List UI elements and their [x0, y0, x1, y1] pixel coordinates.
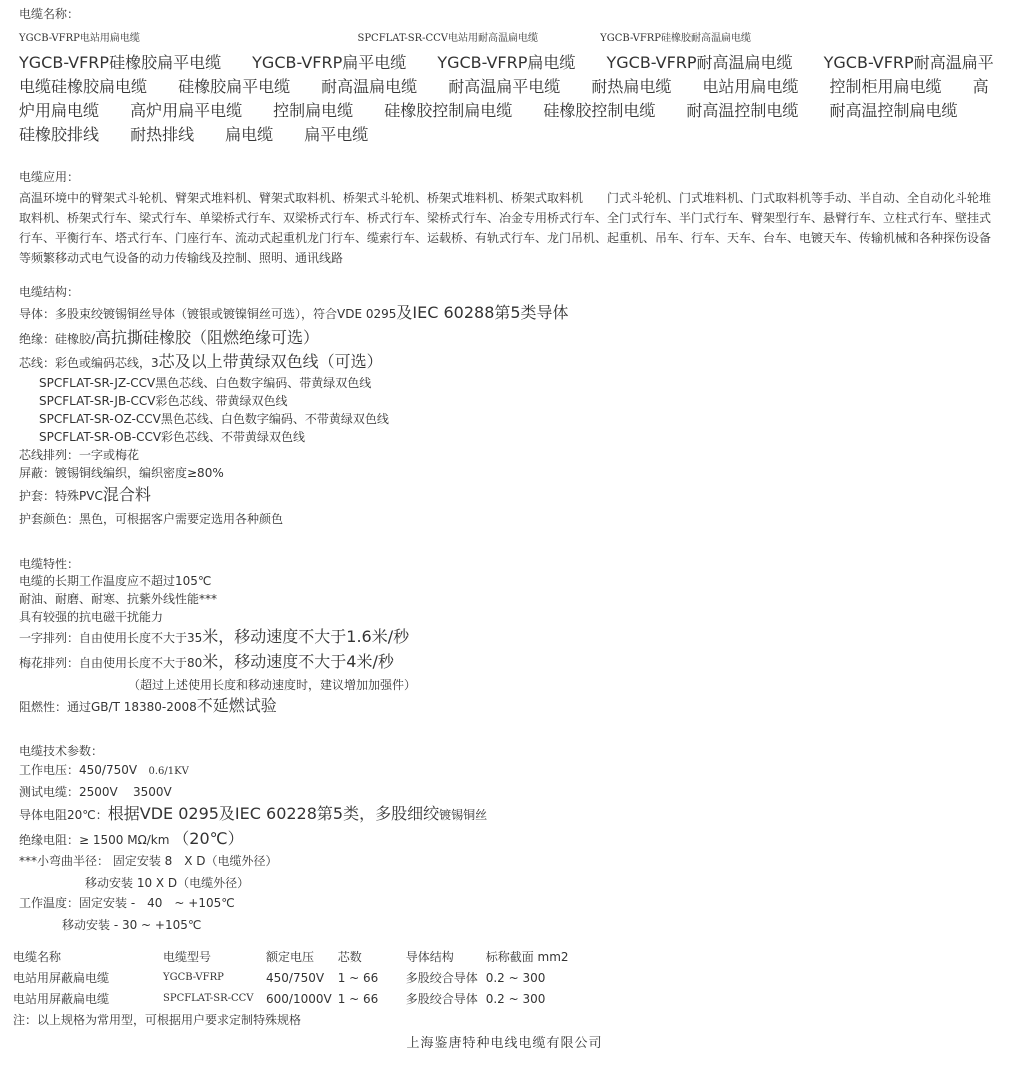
arrangement-line: 芯线排列：一字或梅花 — [19, 448, 140, 462]
table-cell: 450/750V — [266, 970, 325, 985]
test-voltage-line — [19, 783, 172, 801]
flat-arrangement-line — [19, 628, 409, 647]
sheath-line — [19, 486, 151, 505]
cable-name-item: SPCFLAT-SR-CCV电站用耐高温扁电缆 — [357, 33, 538, 44]
table-cell: 多股绞合导体 — [405, 992, 478, 1006]
company-footer: 上海鉴唐特种电线电缆有限公司 — [406, 1036, 603, 1051]
conductor-resistance-label: 导体电阻20℃： — [19, 808, 108, 822]
core-line — [19, 353, 383, 372]
working-voltage-line — [19, 761, 189, 781]
insulation-resistance-a: 绝缘电阻：≥ 1500 MΩ/km — [19, 833, 170, 847]
conductor-resistance-text: 根据VDE 0295及IEC 60228第5类，多股细绞 — [107, 804, 440, 823]
variant-line: SPCFLAT-SR-JB-CCV彩色芯线、带黄绿双色线 — [39, 394, 288, 408]
table-header-cell: 额定电压 — [266, 950, 315, 964]
cable-names-list — [19, 24, 994, 147]
table-cell: 1 ~ 66 — [337, 991, 379, 1006]
insulation-label: 绝缘：硅橡胶/ — [19, 332, 96, 346]
flat-arrangement-text: 米，移动速度不大于1.6米/秒 — [202, 627, 410, 646]
tech-heading: 电缆技术参数： — [19, 744, 104, 758]
working-voltage-b: 0.6/1KV — [148, 766, 189, 777]
resistance-line: 耐油、耐磨、耐寒、抗紫外线性能*** — [19, 592, 218, 606]
insulation-resistance-line — [19, 830, 244, 849]
temperature-line: 电缆的长期工作温度应不超过105℃ — [19, 574, 212, 588]
cable-names-heading: 电缆名称： — [19, 7, 80, 21]
table-cell: 电站用屏蔽扁电缆 — [13, 971, 110, 985]
flame-label: 阻燃性：通过GB/T 18380-2008 — [19, 700, 197, 714]
table-cell: 多股绞合导体 — [405, 971, 478, 985]
plum-arrangement-label: 梅花排列：自由使用长度不大于80 — [19, 656, 203, 670]
variant-line: SPCFLAT-SR-OZ-CCV黑色芯线、白色数字编码、不带黄绿双色线 — [39, 412, 389, 426]
cable-name-item: YGCB-VFRP硅橡胶耐高温扁电缆 — [600, 33, 752, 44]
table-note: 注：以上规格为常用型，可根据用户要求定制特殊规格 — [13, 1013, 302, 1027]
plum-arrangement-line — [19, 653, 394, 672]
working-voltage-a: 工作电压：450/750V — [19, 763, 138, 777]
table-cell: 600/1000V — [266, 991, 332, 1006]
bend-radius-mobile-line: 移动安装 10 X D（电缆外径） — [85, 876, 250, 890]
table-row — [13, 967, 575, 988]
table-header-cell: 导体结构 — [405, 950, 454, 964]
application-text: 高温环境中的臂架式斗轮机、臂架式堆料机、臂架式取料机、桥架式斗轮机、桥架式堆料机、桥架式取料机 门式斗轮机、门式堆料机、门式取料机等手动、半自动、全自动化斗轮堆取料机、桥架式行车、梁式行车、单梁桥式行车、双梁桥式行车、桥式行车、梁桥式行车、冶金专用桥式行车、全门式行车、半门式行车、臂架型行车、悬臂行车、立柱式行车、壁挂式行车、平衡行车、塔式行车、门座行车、流动式起重机龙门行车、缆索行车、运载桥、有轨式行车、龙门吊机、起重机、吊车、行车、天车、台车、电镀天车、传输机械和各种探伤设备等频繁移动式电气设备的动力传输线及控制、照明、通讯线路 — [19, 191, 992, 265]
conductor-text: 导体：多股束绞镀锡铜丝导体（镀银或镀镍铜丝可选），符合VDE 0295 — [19, 307, 397, 321]
insulation-text: 高抗撕硅橡胶（阻燃绝缘可选） — [95, 328, 320, 347]
working-temp-line: 工作温度：固定安装 - 40 ~ +105℃ — [19, 896, 235, 910]
properties-heading: 电缆特性： — [19, 557, 80, 571]
table-header-row — [13, 946, 575, 967]
table-cell: 电站用屏蔽扁电缆 — [13, 992, 110, 1006]
conductor-standard: 及IEC 60288第5类导体 — [396, 303, 569, 322]
conductor-line — [19, 304, 569, 323]
reinforcement-note: （超过上述使用长度和移动速度时，建议增加加强件） — [128, 678, 417, 692]
cable-names-text: YGCB-VFRP硅橡胶扁平电缆 YGCB-VFRP扁平电缆 YGCB-VFRP扁电缆 YGCB-VFRP耐高温扁电缆 YGCB-VFRP耐高温扁平电缆硅橡胶扁电缆 硅橡胶扁平电缆 耐高温扁电缆 耐高温扁平电缆 耐热扁电缆 电站用扁电缆 控制柜用扁电缆 高炉用扁电缆 高炉用扁平电缆 控制扁电缆 硅橡胶控制扁电缆 硅橡胶控制电缆 耐高温控制电缆 耐高温控制扁电缆 硅橡胶排线 耐热排线 扁电缆 扁平电缆 — [19, 53, 994, 144]
test-voltage-b: 3500V — [133, 785, 172, 799]
flame-line — [19, 697, 277, 716]
table-cell: SPCFLAT-SR-CCV — [163, 993, 254, 1004]
shield-line: 屏蔽：镀锡铜线编织，编织密度≥80% — [19, 466, 224, 480]
table-header-cell: 电缆型号 — [163, 950, 212, 964]
spec-table — [13, 946, 575, 1030]
cable-name-item: YGCB-VFRP电站用扁电缆 — [19, 33, 140, 44]
sheath-label: 护套：特殊PVC — [19, 489, 103, 503]
flame-text: 不延燃试验 — [196, 696, 277, 715]
table-cell: YGCB-VFRP — [163, 972, 224, 983]
table-note-row — [13, 1009, 575, 1030]
table-cell: 0.2 ~ 300 — [485, 991, 546, 1006]
sheath-text: 混合料 — [102, 485, 151, 504]
bend-radius-line: ***小弯曲半径： 固定安装 8 X D（电缆外径） — [19, 854, 278, 868]
table-cell: 0.2 ~ 300 — [485, 970, 546, 985]
application-heading: 电缆应用： — [19, 170, 80, 184]
table-header-cell: 标称截面 mm2 — [485, 950, 569, 964]
table-header-cell: 电缆名称 — [13, 950, 62, 964]
emi-line: 具有较强的抗电磁干扰能力 — [19, 610, 164, 624]
test-voltage-a: 测试电缆：2500V — [19, 785, 118, 799]
conductor-resistance-line — [19, 805, 487, 824]
core-text: 芯及以上带黄绿双色线（可选） — [158, 352, 383, 371]
plum-arrangement-text: 米，移动速度不大于4米/秒 — [202, 652, 394, 671]
flat-arrangement-label: 一字排列：自由使用长度不大于35 — [19, 631, 203, 645]
table-cell: 1 ~ 66 — [337, 970, 379, 985]
variant-line: SPCFLAT-SR-OB-CCV彩色芯线、不带黄绿双色线 — [39, 430, 306, 444]
sheath-color-line: 护套颜色：黑色，可根据客户需要定选用各种颜色 — [19, 512, 284, 526]
insulation-resistance-b: （20℃） — [173, 829, 244, 848]
table-row — [13, 988, 575, 1009]
conductor-resistance-tail: 镀锡铜丝 — [439, 808, 488, 822]
variant-line: SPCFLAT-SR-JZ-CCV黑色芯线、白色数字编码、带黄绿双色线 — [39, 376, 372, 390]
core-label: 芯线：彩色或编码芯线，3 — [19, 356, 159, 370]
structure-heading: 电缆结构： — [19, 285, 80, 299]
working-temp-mobile-line: 移动安装 - 30 ~ +105℃ — [62, 918, 202, 932]
insulation-line — [19, 329, 319, 348]
table-header-cell: 芯数 — [337, 950, 362, 964]
